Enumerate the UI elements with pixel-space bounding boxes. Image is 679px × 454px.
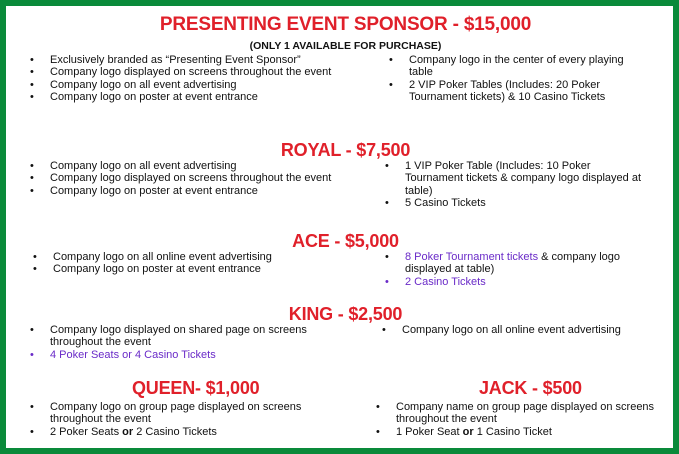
list-item-text: 1 Casino Ticket [473, 425, 552, 438]
list-item [385, 251, 655, 276]
queen-title: QUEEN- $1,000 [132, 378, 260, 398]
list-item [385, 196, 645, 209]
king-right-list [382, 324, 672, 336]
royal-title: ROYAL - $7,500 [280, 140, 411, 160]
bullet-icon: • [385, 160, 389, 172]
bullet-icon: • [30, 66, 34, 79]
ace-title: ACE - $5,000 [292, 231, 399, 251]
bullet-icon: • [33, 263, 37, 276]
list-item-text: 2 Poker Seats [50, 425, 123, 438]
bullet-icon: • [389, 78, 393, 91]
list-item-text: 4 Poker Seats or 4 Casino Tickets [50, 348, 216, 361]
list-item-text: Company logo on group page displayed on screens throughout the event [50, 401, 302, 426]
list-item [30, 160, 350, 172]
queen-list [30, 401, 320, 438]
royal-left-list [30, 160, 350, 197]
list-item-text: Company logo on poster at event entrance [50, 184, 258, 197]
presenting-left-list [30, 54, 350, 103]
ace-right-list [385, 251, 655, 288]
list-item [30, 66, 350, 79]
list-item [382, 324, 672, 336]
list-item-text: 5 Casino Tickets [405, 196, 486, 209]
presenting-subtitle: (ONLY 1 AVAILABLE FOR PURCHASE) [249, 40, 442, 52]
list-item [33, 251, 353, 263]
list-item-text: Company logo displayed on screens throughout the event [50, 66, 332, 79]
bullet-icon: • [30, 324, 34, 336]
list-item-text: Company logo on all online event advertising [53, 251, 272, 263]
list-item-text: 1 VIP Poker Table (Includes: 10 Poker Tournament tickets & company logo displayed at table) [405, 160, 642, 197]
list-item-text: Company logo on all event advertising [50, 160, 237, 172]
ace-left-list [33, 251, 353, 276]
list-item [385, 275, 655, 288]
presenting-title: PRESENTING EVENT SPONSOR - $15,000 [159, 14, 532, 35]
list-item-text: Company logo displayed on screens throughout the event [50, 172, 332, 185]
list-item-text: Company logo on poster at event entrance [50, 90, 258, 103]
list-item [30, 184, 350, 197]
bullet-icon: • [30, 90, 34, 103]
bullet-icon: • [30, 172, 34, 185]
bullet-icon: • [33, 251, 37, 263]
list-item-text: Company name on group page displayed on screens throughout the event [396, 401, 655, 426]
list-item [30, 172, 350, 185]
list-item-text: Company logo on poster at event entrance [53, 263, 261, 276]
list-item [30, 54, 350, 66]
list-item [30, 90, 350, 103]
highlight-text: 8 Poker Tournament tickets [405, 251, 539, 263]
bullet-icon: • [376, 425, 380, 438]
list-item-text: 2 Casino Tickets [405, 275, 486, 288]
list-item [30, 78, 350, 91]
bullet-icon: • [30, 184, 34, 197]
bullet-icon: • [382, 324, 386, 336]
list-item [376, 425, 666, 438]
bullet-icon: • [30, 348, 34, 361]
bullet-icon: • [30, 425, 34, 438]
list-item [376, 401, 666, 426]
list-item-text: Exclusively branded as “Presenting Event Sponsor” [50, 54, 301, 66]
bullet-icon: • [30, 78, 34, 91]
list-item-text: 2 VIP Poker Tables (Includes: 20 Poker Tournament tickets) & 10 Casino Tickets [409, 78, 606, 103]
or-text: or [462, 425, 474, 438]
list-item-text: Company logo in the center of every playing table [409, 54, 624, 79]
bullet-icon: • [385, 251, 389, 263]
list-item-text: & company logo displayed at table) [405, 251, 621, 276]
list-item [30, 348, 360, 361]
bullet-icon: • [376, 401, 380, 413]
royal-right-list [385, 160, 645, 209]
bullet-icon: • [385, 275, 389, 288]
presenting-right-list [389, 54, 649, 103]
bullet-icon: • [30, 401, 34, 413]
list-item [389, 54, 649, 79]
list-item-text: 2 Casino Tickets [133, 425, 217, 438]
list-item [30, 324, 360, 349]
bullet-icon: • [30, 160, 34, 172]
list-item-text: Company logo on all online event advertising [402, 324, 621, 336]
list-item [30, 425, 320, 438]
list-item-text: Company logo on all event advertising [50, 78, 237, 91]
list-item-text: 1 Poker Seat [396, 425, 463, 438]
list-item [389, 78, 649, 104]
list-item [385, 160, 645, 197]
list-item [30, 401, 320, 426]
jack-list [376, 401, 666, 438]
bullet-icon: • [389, 54, 393, 66]
king-left-list [30, 324, 360, 361]
bullet-icon: • [30, 54, 34, 66]
or-text: or [122, 425, 134, 438]
list-item-text: Company logo displayed on shared page on screens throughout the event [50, 324, 307, 349]
bullet-icon: • [385, 196, 389, 209]
king-title: KING - $2,500 [288, 304, 403, 324]
list-item [33, 263, 353, 276]
jack-title: JACK - $500 [479, 378, 582, 398]
